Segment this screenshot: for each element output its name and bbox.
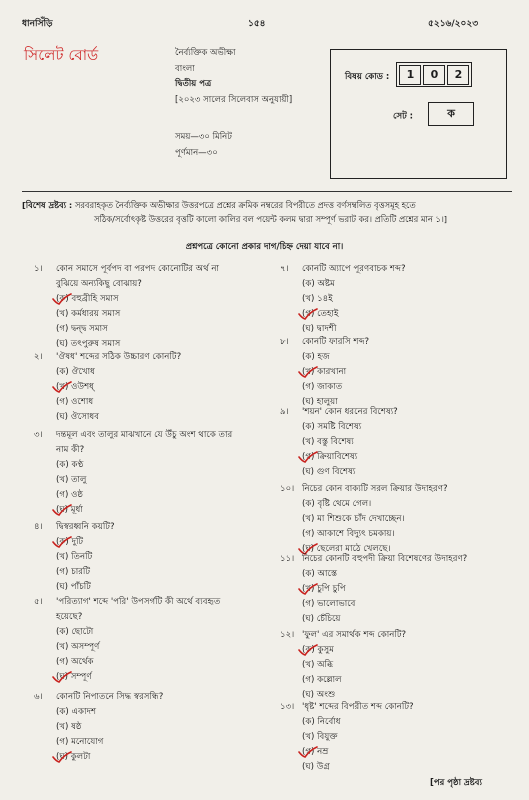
question-number: ৫। [34,597,43,607]
question-text: কোনটি অ্যাপে পূরণবাচক শব্দ? [302,264,406,274]
answer-option: (ক) বৃষ্টি থেমে গেল। [302,499,372,509]
question-text: কোনটি ফারসি শব্দ? [302,337,370,347]
question-text: 'ঔষধ' শব্দের সঠিক উচ্চারণ কোনটি? [56,352,182,362]
answer-option: (গ) আকাশে বিদ্যুৎ চমকায়। [302,529,395,539]
question-block [280,482,515,557]
answer-option: (গ) ক্রিয়াবিশেষ্য [302,452,358,462]
answer-option: (খ) তিনটি [56,552,93,562]
question-block [280,700,515,775]
question-number: ৭। [280,264,289,274]
subject-code-label: বিষয় কোড : [345,72,390,82]
page-number: ১৫৪ [248,19,266,29]
special-notice [22,198,517,226]
question-number: ৩। [34,430,43,440]
question-number: ৪। [34,522,43,532]
handwritten-tick-mark [52,536,72,548]
exam-marks: পূর্ণমান—৩০ [175,147,218,158]
answer-option: (ক) ঔখোধ [56,367,95,377]
answer-option: (খ) কর্মধারয় সমাস [56,309,121,319]
answer-option: (গ) নম্র [302,747,329,757]
subject-code-digit: 2 [447,65,469,85]
question-block [34,595,274,685]
set-label: সেট : [393,111,414,122]
board-name: সিলেট বোর্ড [24,46,99,64]
answer-option: (খ) চুপি চুপি [302,584,346,594]
notice-label: [বিশেষ দ্রষ্টব্য : [22,200,73,210]
question-text: 'শয়ন' কোন ধরনের বিশেষ্য? [302,407,398,417]
answer-option: (ঘ) পাঁচটি [56,582,91,592]
answer-option: (গ) মনোযোগ [56,737,104,747]
answer-option: (ক) বহুব্রীহি সমাস [56,294,119,304]
exam-info [175,46,292,108]
question-text: 'ফুল' এর সমার্থক শব্দ কোনটি? [302,630,407,640]
answer-option: (গ) জাকাত [302,382,343,392]
subject-code-digit: 0 [423,65,445,85]
question-block [34,428,274,518]
question-text: কোনটি নিপাতনে সিদ্ধ স্বরসন্ধি? [56,692,164,702]
handwritten-tick-mark [52,293,72,305]
answer-option: (খ) ষষ্ঠ [56,722,82,732]
divider [22,191,512,192]
answer-option: (গ) চারটি [56,567,91,577]
answer-option: (ঘ) অংশু [302,690,336,700]
notice-line-2: সঠিক/সর্বোৎকৃষ্ট উত্তরের বৃত্তটি কালো কালির বল পয়েন্ট কলম দ্বারা সম্পূর্ণ ভরাট কর। প্রতিটি প্রশ্নের মান ১।] [94,214,448,224]
question-text: বুঝিয়ে অন্যকিছু বোঝায়? [56,279,142,289]
answer-option: (গ) ভালোভাবে [302,599,356,609]
question-number: ৯। [280,407,289,417]
header-code: ৫২১৬/২০২৩ [428,19,479,29]
answer-option: (ঘ) হালুয়া [302,397,338,407]
question-block [280,262,515,337]
answer-option: (ঘ) উগ্র [302,762,330,772]
header-left: ধানসিঁড়ি [22,19,53,29]
answer-option: (গ) ওষ্ঠ [56,490,83,500]
handwritten-tick-mark [298,644,318,656]
answer-option: (গ) দ্বন্দ্ব সমাস [56,324,108,334]
question-number: ১৩। [280,702,295,712]
answer-option: (ক) আস্তে [302,569,338,579]
question-block [280,405,515,480]
question-text: কোন সমাসে পূর্বপদ বা পরপদ কোনোটির অর্থ না [56,264,220,274]
question-block [280,335,515,410]
question-number: ১০। [280,484,295,494]
set-value: ক [428,102,474,126]
answer-option: (গ) ওশোধ [56,397,94,407]
handwritten-tick-mark [298,746,318,758]
answer-option: (খ) ১৪ই [302,294,333,304]
handwritten-tick-mark [298,583,318,595]
instruction-note: প্রশ্নপত্রে কোনো প্রকার দাগ/চিহ্ন দেয়া যাবে না। [185,242,344,252]
exam-paper: দ্বিতীয় পত্র [175,79,212,89]
question-text: হয়েছে? [56,612,83,622]
question-block [280,552,515,627]
answer-option: (ঘ) দ্বাদশী [302,324,337,334]
answer-option: (গ) অর্থেক [56,657,94,667]
answer-option: (খ) অসম্পূর্ণ [56,642,100,652]
question-number: ২। [34,352,43,362]
answer-option: (ক) হজ [302,352,330,362]
handwritten-tick-mark [298,366,318,378]
handwritten-tick-mark [298,451,318,463]
handwritten-tick-mark [52,504,72,516]
answer-option: (ক) একাদশ [56,707,97,717]
question-text: নিচের কোনটি বহুপদী ক্রিয়া বিশেষণের উদাহরণ? [302,554,468,564]
question-text: 'পরিত্যাগ' শব্দে 'পরি' উপসর্গটি কী অর্থে ব্যবহৃত [56,597,221,607]
answer-option: (খ) অব্ধি [302,660,334,670]
answer-option: (ঘ) মূর্ধা [56,505,83,515]
exam-time-block [175,130,232,161]
exam-syllabus: [২০২৩ সালের সিলেবাস অনুযায়ী] [175,94,293,105]
answer-option: (খ) ওউশধ্ [56,382,95,392]
handwritten-tick-mark [52,671,72,683]
question-number: ১২। [280,630,295,640]
answer-option: (গ) কল্লোল [302,675,342,685]
answer-option: (ঘ) ছেলেরা মাঠে খেলছে। [302,544,391,554]
answer-option: (খ) বিযুক্ত [302,732,338,742]
answer-option: (খ) মা শিশুকে চাঁদ দেখাচ্ছেন। [302,514,405,524]
question-text: নিচের কোন বাক্যটি সরল ক্রিয়ার উদাহরণ? [302,484,448,494]
subject-code-digit: 1 [399,65,421,85]
question-number: ৬। [34,692,43,702]
question-number: ৮। [280,337,289,347]
question-block [34,262,274,352]
answer-option: (ঘ) তৎপুরুষ সমাস [56,339,121,349]
question-text: 'ধৃষ্ট' শব্দের বিপরীত শব্দ কোনটি? [302,702,414,712]
handwritten-tick-mark [52,751,72,763]
answer-option: (ঘ) কুলটা [56,752,91,762]
question-block [34,690,274,765]
set-row [393,102,474,126]
handwritten-tick-mark [298,308,318,320]
answer-option: (গ) তেহাই [302,309,339,319]
answer-option: (ঘ) গুণ বিশেষ্য [302,467,356,477]
question-block [280,628,515,703]
exam-time: সময়—৩০ মিনিট [175,132,232,142]
answer-option: (ঘ) সম্পূর্ণ [56,672,92,682]
answer-option: (ক) অষ্টম [302,279,335,289]
notice-line-1: সরবরাহকৃত নৈর্ব্যক্তিক অভীক্ষার উত্তরপত্রে প্রশ্নের ক্রমিক নম্বরের বিপরীতে প্রদত্ত বর্ণসম্বলিত বৃত্তসমূহ হতে [74,200,416,210]
question-number: ১। [34,264,43,274]
answer-option: (খ) কারখানা [302,367,347,377]
answer-option: (ক) কুসুম [302,645,334,655]
next-page-note: [পর পৃষ্ঠা দ্রষ্টব্য [430,778,482,788]
question-block [34,350,274,425]
answer-option: (খ) বস্তু বিশেষ্য [302,437,354,447]
handwritten-tick-mark [52,381,72,393]
question-text: দন্তমূল এবং তালুর মাঝখানে যে উঁচু অংশ থাকে তার [56,430,233,440]
subject-code-row [345,62,472,87]
question-text: নাম কী? [56,445,85,455]
exam-subject: বাংলা [175,63,195,74]
code-set-box [330,49,507,179]
answer-option: (ক) সমষ্টি বিশেষ্য [302,422,362,432]
answer-option: (ক) কণ্ঠ [56,460,84,470]
subject-code-cells [396,62,472,87]
answer-option: (ক) দুটি [56,537,84,547]
answer-option: (ঘ) চেঁচিয়ে [302,614,341,624]
answer-option: (ক) নির্বোধ [302,717,341,727]
question-block [34,520,274,595]
question-text: দ্বিস্বরধ্বনি কয়টি? [56,522,115,532]
answer-option: (খ) তালু [56,475,87,485]
answer-option: (ঘ) ঔসোধব [56,412,100,422]
question-number: ১১। [280,554,295,564]
exam-type: নৈর্ব্যক্তিক অভীক্ষা [175,48,236,58]
answer-option: (ক) ছোটো [56,627,94,637]
